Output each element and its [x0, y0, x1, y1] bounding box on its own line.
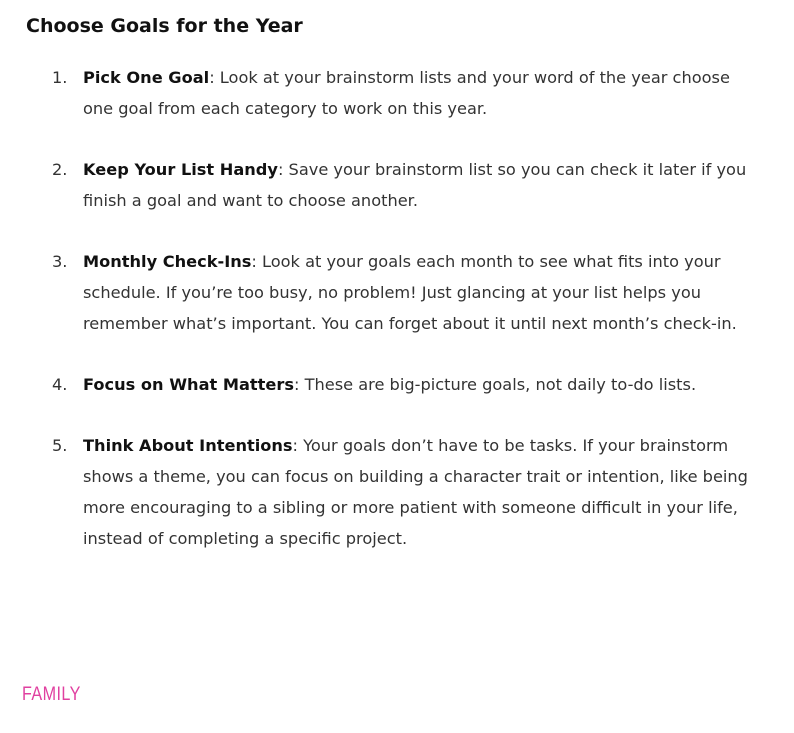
item-number: 1.: [52, 68, 68, 87]
item-term: Monthly Check-Ins: [83, 252, 252, 271]
item-text: : Save your brainstorm list so you can check it later if you finish a goal and want to choose another.: [83, 160, 747, 210]
goal-list: [40, 62, 760, 584]
item-number: 3.: [52, 252, 68, 271]
item-number: 5.: [52, 436, 68, 455]
list-item: [40, 246, 760, 339]
item-text: : Look at your goals each month to see what fits into your schedule. If you’re too busy, no problem! Just glancing at your list helps you remember what’s important. You can forget about it until next month’s check-in.: [83, 252, 737, 333]
item-text: : Look at your brainstorm lists and your word of the year choose one goal from each category to work on this year.: [83, 68, 730, 118]
footer-label: FAMILY: [22, 684, 81, 705]
item-term: Think About Intentions: [83, 436, 293, 455]
list-item: [40, 430, 760, 554]
item-number: 2.: [52, 160, 68, 179]
item-text: : These are big-picture goals, not daily to-do lists.: [293, 375, 697, 394]
item-term: Pick One Goal: [83, 68, 210, 87]
list-item: [40, 62, 760, 124]
item-term: Keep Your List Handy: [83, 160, 278, 179]
item-text: : Your goals don’t have to be tasks. If your brainstorm shows a theme, you can focus on building a character trait or intention, like being more encouraging to a sibling or more patient with someone difficult in your life, instead of completing a specific project.: [83, 436, 748, 548]
list-item: [40, 369, 760, 400]
item-number: 4.: [52, 375, 68, 394]
page-title: Choose Goals for the Year: [26, 15, 303, 37]
item-term: Focus on What Matters: [83, 375, 294, 394]
list-item: [40, 154, 760, 216]
